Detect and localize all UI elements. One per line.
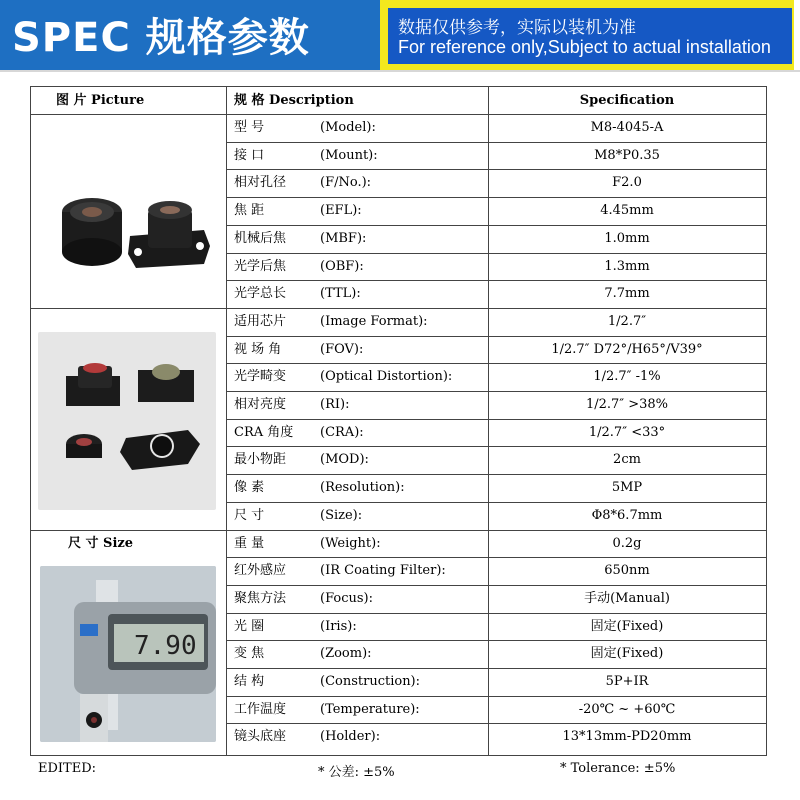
spec-label-en: (CRA):	[320, 424, 364, 440]
spec-label-en: (Construction):	[320, 674, 421, 689]
grid-line	[226, 585, 766, 586]
header-picture: 图 片 Picture	[56, 93, 145, 108]
spec-label-cn: 红外感应	[234, 563, 287, 579]
spec-label-cn: 光 圈	[234, 618, 265, 634]
spec-label-cn: 重 量	[234, 535, 265, 551]
grid-line	[226, 723, 766, 724]
header-banner	[0, 0, 800, 72]
spec-label-cn: 型 号	[234, 120, 265, 135]
spec-label-cn: CRA 角度	[234, 424, 294, 440]
spec-value: 1/2.7″	[607, 313, 647, 329]
spec-value: 1/2.7″ >38%	[585, 397, 669, 412]
spec-label-en: (MOD):	[320, 452, 369, 468]
spec-label-cn: 聚焦方法	[234, 590, 287, 606]
spec-value: M8-4045-A	[590, 120, 664, 135]
spec-label-en: (Model):	[320, 120, 376, 135]
spec-label-en: (Holder):	[320, 729, 381, 745]
spec-value: 固定(Fixed)	[590, 646, 664, 662]
spec-value: Φ8*6.7mm	[591, 507, 663, 523]
grid-line	[226, 336, 766, 337]
spec-label-en: (Resolution):	[320, 480, 405, 496]
banner-title-panel	[0, 0, 380, 70]
spec-label-en: (MBF):	[320, 230, 367, 246]
grid-line	[226, 169, 766, 170]
spec-value: 固定(Fixed)	[590, 618, 664, 634]
header-specification: Specification	[579, 93, 675, 108]
spec-value: -20℃ ~ +60℃	[578, 701, 676, 717]
caliper-photo-drawing	[40, 566, 216, 742]
spec-value: 1/2.7″ -1%	[593, 369, 661, 385]
grid-line	[30, 755, 766, 756]
page-title: SPEC 规格参数	[12, 15, 310, 61]
spec-label-en: (Iris):	[320, 618, 357, 634]
grid-line	[226, 696, 766, 697]
spec-value: 4.45mm	[600, 203, 654, 219]
banner-divider	[0, 70, 800, 72]
lens-photo-drawing	[44, 136, 216, 308]
spec-label-cn: 光学畸变	[234, 369, 287, 385]
spec-value: 5P+IR	[605, 674, 649, 689]
spec-label-en: (TTL):	[320, 286, 361, 302]
caliper-reading: 7.90	[134, 631, 197, 661]
spec-label-en: (RI):	[320, 397, 350, 412]
grid-line	[226, 253, 766, 254]
grid-line	[30, 308, 226, 309]
lens-holder-photo	[38, 332, 216, 510]
spec-label-en: (Weight):	[320, 535, 381, 551]
lens-product-photo	[44, 136, 216, 308]
grid-line	[30, 114, 766, 115]
spec-value: M8*P0.35	[594, 147, 660, 163]
grid-line	[766, 86, 767, 756]
grid-line	[226, 225, 766, 226]
spec-label-en: (FOV):	[320, 341, 364, 357]
grid-line	[226, 280, 766, 281]
grid-line	[30, 86, 31, 755]
spec-value: 手动(Manual)	[584, 590, 670, 606]
tolerance-cn: * 公差: ±5%	[318, 765, 395, 780]
spec-label-cn: 像 素	[234, 480, 265, 496]
grid-line	[226, 613, 766, 614]
spec-value: F2.0	[612, 175, 642, 191]
spec-label-cn: 光学后焦	[234, 258, 287, 274]
spec-label-cn: 镜头底座	[234, 729, 287, 745]
spec-label-en: (Size):	[320, 507, 363, 523]
spec-label-en: (IR Coating Filter):	[320, 563, 446, 579]
spec-value: 1/2.7″ <33°	[588, 424, 666, 440]
spec-label-en: (F/No.):	[320, 175, 372, 191]
spec-label-cn: 接 口	[234, 147, 265, 163]
grid-line	[226, 446, 766, 447]
edited-label: EDITED:	[38, 761, 97, 776]
grid-line	[226, 668, 766, 669]
spec-label-en: (OBF):	[320, 258, 364, 274]
grid-line	[226, 391, 766, 392]
grid-line	[226, 142, 766, 143]
spec-label-cn: 相对孔径	[234, 175, 287, 191]
size-section-label: 尺 寸 Size	[68, 536, 134, 551]
grid-line	[226, 308, 766, 309]
spec-value: 1/2.7″ D72°/H65°/V39°	[551, 341, 703, 357]
grid-line	[226, 363, 766, 364]
grid-line	[226, 502, 766, 503]
spec-label-en: (Mount):	[320, 147, 378, 163]
spec-label-cn: 相对亮度	[234, 397, 287, 412]
grid-line	[226, 419, 766, 420]
spec-label-cn: 尺 寸	[234, 507, 265, 523]
spec-value: 7.7mm	[604, 286, 650, 302]
spec-value: 650nm	[604, 563, 650, 579]
spec-label-cn: 结 构	[234, 674, 265, 689]
spec-value: 2cm	[613, 452, 641, 468]
grid-line	[226, 557, 766, 558]
spec-label-cn: 光学总长	[234, 286, 287, 302]
spec-label-en: (EFL):	[320, 203, 362, 219]
spec-value: 1.3mm	[604, 258, 650, 274]
spec-value: 1.0mm	[604, 230, 650, 246]
spec-label-en: (Zoom):	[320, 646, 372, 662]
grid-line	[226, 86, 227, 755]
grid-line	[226, 474, 766, 475]
spec-label-cn: 适用芯片	[234, 313, 287, 329]
grid-line	[226, 530, 766, 531]
spec-value: 13*13mm-PD20mm	[562, 729, 692, 745]
header-description: 规 格 Description	[234, 93, 354, 108]
spec-label-en: (Image Format):	[320, 313, 428, 329]
spec-table	[30, 86, 766, 755]
grid-line	[226, 197, 766, 198]
spec-label-cn: 工作温度	[234, 701, 287, 717]
tolerance-en: * Tolerance: ±5%	[560, 761, 676, 776]
grid-line	[488, 86, 489, 755]
spec-label-en: (Optical Distortion):	[320, 369, 453, 385]
disclaimer-en: For reference only,Subject to actual installation	[398, 37, 771, 57]
spec-value: 0.2g	[612, 535, 642, 551]
spec-label-cn: 焦 距	[234, 203, 265, 219]
spec-label-cn: 变 焦	[234, 646, 265, 662]
spec-value: 5MP	[611, 480, 643, 496]
grid-line	[30, 86, 766, 87]
grid-line	[30, 530, 226, 531]
spec-label-en: (Temperature):	[320, 701, 420, 717]
spec-label-en: (Focus):	[320, 590, 373, 606]
caliper-size-photo	[40, 566, 216, 742]
spec-label-cn: 机械后焦	[234, 230, 287, 246]
holder-photo-drawing	[38, 332, 216, 510]
spec-label-cn: 最小物距	[234, 452, 287, 468]
disclaimer-cn: 数据仅供参考，实际以装机为准	[398, 18, 636, 38]
grid-line	[226, 640, 766, 641]
spec-label-cn: 视 场 角	[234, 341, 282, 357]
